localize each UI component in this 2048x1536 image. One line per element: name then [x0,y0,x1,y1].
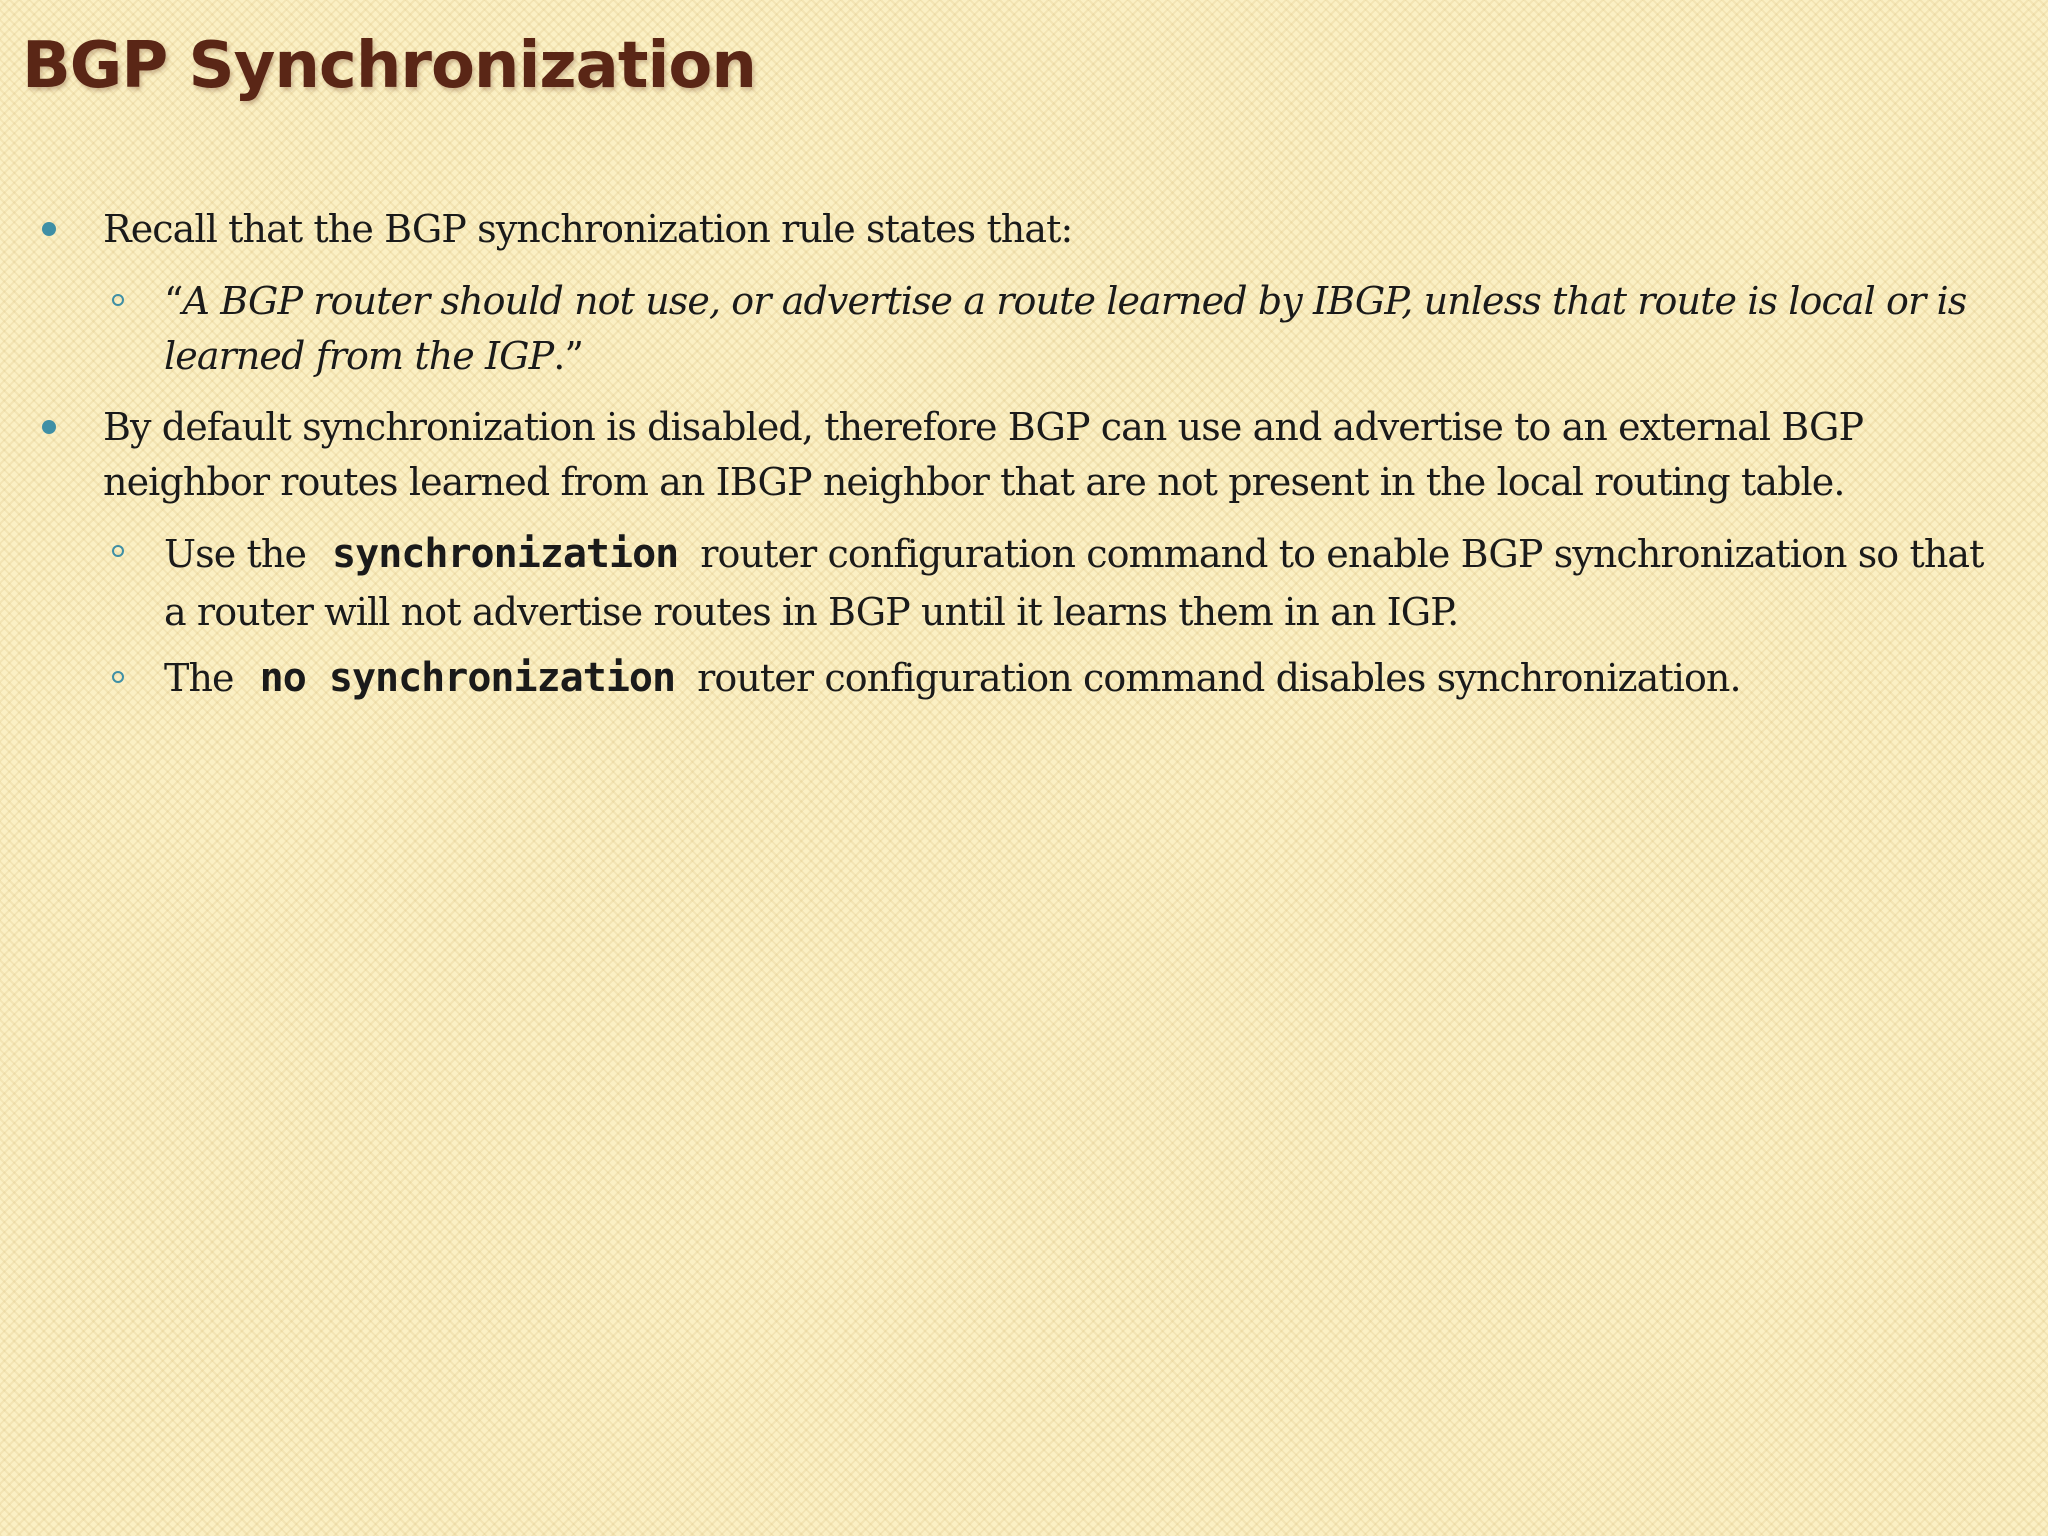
ring-bullet-icon [112,294,124,306]
open-quote: “ [164,279,183,323]
ring-bullet-icon [112,545,124,557]
close-quote: .” [553,334,584,378]
quote-text: A BGP router should not use, or advertise a route learned by IBGP, unless that route is local or is learned from the IGP [164,279,1967,378]
bullet-default-disabled [103,400,2003,510]
filled-circle-bullet-icon [42,420,56,434]
bullet-enable-sync-command [164,525,2014,641]
ring-bullet-icon [112,671,124,683]
filled-circle-bullet-icon [42,222,56,236]
bullet-disable-sync-command [164,651,2014,706]
slide-title: BGP Synchronization [22,29,756,103]
text-after-command: router configuration command disables synchronization. [697,656,1741,700]
command-synchronization: synchronization [332,531,679,577]
text-before-command: The [164,656,234,700]
bullet-text: Recall that the BGP synchronization rule states that: [103,207,1073,251]
text-after-command: router configuration command to enable BGP synchronization so that a router will not advertise routes in BGP until it learns them in an IGP. [164,532,1984,634]
command-no-synchronization: no synchronization [259,655,676,701]
text-before-command: Use the [164,532,307,576]
bullet-text: By default synchronization is disabled, therefore BGP can use and advertise to an external BGP neighbor routes learned from an IBGP neighbor that are not present in the local routing table. [103,405,1864,504]
bullet-sync-rule-quote [164,274,2014,384]
bullet-recall-rule [103,202,2003,257]
